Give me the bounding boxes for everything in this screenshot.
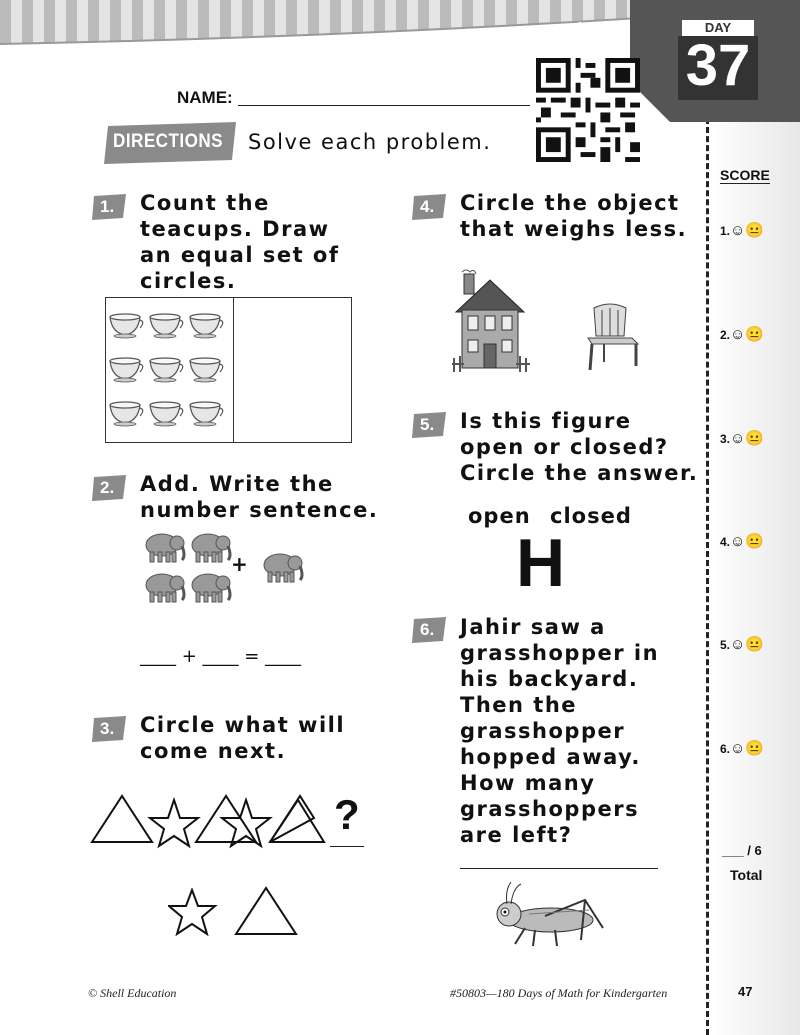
option-closed[interactable]: closed xyxy=(550,504,632,528)
grasshopper-image xyxy=(485,880,615,952)
triangle-end-shape xyxy=(268,796,328,846)
sidebar-divider xyxy=(706,100,709,1035)
q3-text: Circle what will come next. xyxy=(140,713,346,763)
chair-image[interactable] xyxy=(582,300,642,372)
figure-letter: H xyxy=(516,525,566,601)
qr-code xyxy=(536,58,640,162)
footer-copyright: © Shell Education xyxy=(88,986,177,1000)
score-item-1: 1.☺😐 xyxy=(720,222,765,239)
star-choice[interactable] xyxy=(168,888,218,936)
option-open[interactable]: open xyxy=(468,504,531,528)
q6-text: Jahir saw a grasshopper in his backyard. Then the grasshopper hopped away. How many grasshoppers are left? xyxy=(460,615,660,847)
star-shape xyxy=(222,800,270,846)
teacups-image xyxy=(108,305,228,435)
footer-page-number: 47 xyxy=(738,984,753,999)
day-number: 37 xyxy=(685,33,751,98)
triangle-shape xyxy=(92,796,152,842)
q5-number: 5. xyxy=(420,415,435,434)
directions-text: Solve each problem. xyxy=(248,130,492,154)
q5-text: Is this figure open or closed? Circle the answer. xyxy=(460,409,699,485)
q6-number: 6. xyxy=(420,620,435,639)
score-item-4: 4.☺😐 xyxy=(720,533,765,550)
score-total-blank: ___ / 6 xyxy=(722,843,762,858)
q2-text: Add. Write the number sentence. xyxy=(140,472,379,522)
score-item-5: 5.☺😐 xyxy=(720,636,765,653)
q1-text: Count the teacups. Draw an equal set of circles. xyxy=(140,191,340,293)
star-shape xyxy=(150,800,198,846)
q3-number: 3. xyxy=(100,719,115,738)
score-total-label: Total xyxy=(730,867,763,883)
q2-plus: + xyxy=(231,552,248,576)
q2-number: 2. xyxy=(100,478,115,497)
name-field[interactable] xyxy=(238,105,530,106)
name-label: NAME: xyxy=(177,88,233,107)
day-label: DAY xyxy=(704,20,732,35)
q2-number-sentence[interactable]: ____ + ____ = ____ xyxy=(140,646,302,667)
q4-number: 4. xyxy=(420,197,435,216)
elephants-image xyxy=(142,528,312,610)
score-title: SCORE xyxy=(720,167,770,183)
score-item-6: 6.☺😐 xyxy=(720,740,765,757)
q1-number: 1. xyxy=(100,197,115,216)
house-image[interactable] xyxy=(452,268,532,378)
directions-badge: DIRECTIONS xyxy=(113,131,223,152)
triangle-choice[interactable] xyxy=(234,884,298,938)
score-item-2: 2.☺😐 xyxy=(720,326,765,343)
q3-answer-line[interactable] xyxy=(330,846,364,847)
q6-answer-line[interactable] xyxy=(460,868,658,869)
footer-book-title: #50803—180 Days of Math for Kindergarten xyxy=(450,986,668,1000)
score-item-3: 3.☺😐 xyxy=(720,430,765,447)
q4-text: Circle the object that weighs less. xyxy=(460,191,688,241)
q3-question-mark: ? xyxy=(334,791,360,838)
